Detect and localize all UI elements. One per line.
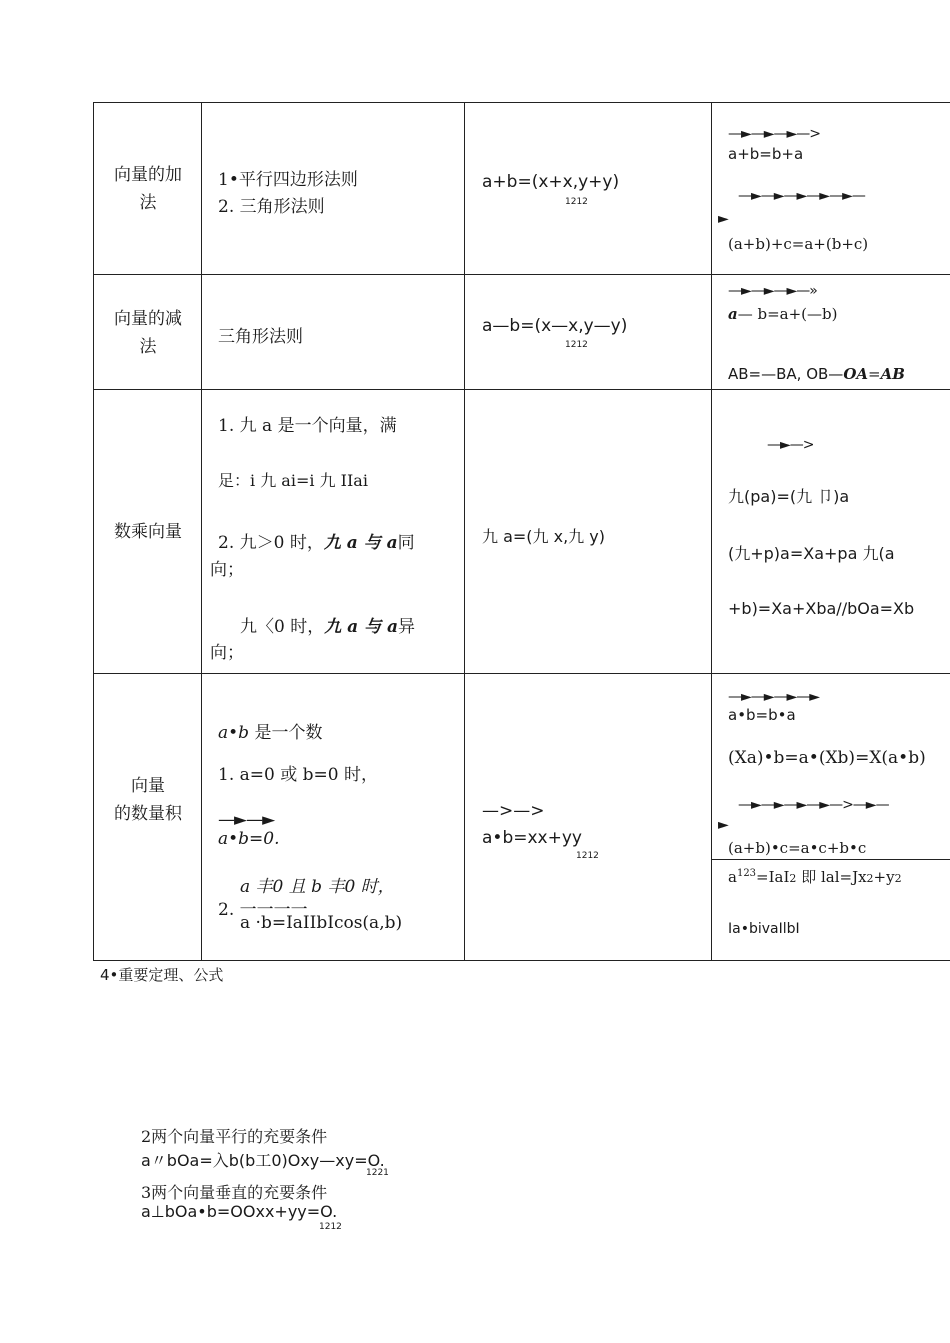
row-dot-rule-2: 1. a=0 或 b=0 时， [218,765,378,785]
law-small: 2 [866,872,874,885]
row-subtraction-law-1 [728,305,838,323]
row-scalar-category [94,518,202,546]
law-subdivider [711,859,950,860]
perpendicular-condition-title: 3两个向量垂直的充要条件 [141,1183,328,1202]
row-scalar-rule-3 [218,528,415,553]
rule-text: 九〈0 时， [240,617,325,637]
rule-text: 同 [397,533,415,553]
row-dot-category [94,772,202,828]
parallel-condition-formula: a〃bOa=入b(b工0)Oxy—xy=O. [141,1151,385,1170]
row-dot-law-arrows-2b: ► [718,817,728,833]
row-dot-coord-sub: 1212 [576,851,599,861]
parallel-condition-sub: 1221 [366,1168,389,1178]
table-border-top [93,102,950,103]
category-line: 法 [139,337,157,357]
row-scalar-rule-4 [240,612,415,637]
category-line: 向量的减 [114,309,182,329]
row-dot-law-magnitude [728,866,902,887]
row-scalar-law-1: 九(pa)=(九 卩)a [728,487,850,506]
row-scalar-law-3: +b)=Xa+Xba//bOa=Xb [728,599,915,618]
col-divider-3 [711,102,712,961]
row-dot-rule-3: a•b=0. [218,829,280,849]
row-dot-arrow-marks: —►—► [218,810,275,830]
vector-a: a [728,305,738,323]
row-dot-coord-arrows: —>—> [482,801,545,821]
section-heading-text: 4•重要定理、公式 [100,966,224,984]
row-addition-coord: a+b=(x+x,y+y) [482,172,620,192]
rule-text: 异 [398,617,416,637]
table-border-bottom [93,960,950,961]
row-dot-law-distributive: (a+b)•c=a•c+b•c [728,839,867,857]
row-addition-category [94,161,202,217]
law-small: 2 [789,872,797,885]
row-addition-law-associative: (a+b)+c=a+(b+c) [728,235,869,253]
vector-ab: AB [880,365,905,383]
row-addition-law-commutative: a+b=b+a [728,145,804,163]
category-line: 的数量积 [114,804,182,824]
law-text: AB=—BA, OB— [728,365,844,383]
row-dot-law-commutative: a•b=b•a [728,706,796,724]
row-addition-rule-2: 2. 三角形法则 [218,197,325,217]
row-addition-arrow-marks-2b: ► [718,211,728,227]
row-dot-coord: a•b=xx+yy [482,828,582,848]
law-sup: 123 [736,868,757,879]
row-scalar-rule-1: 1. 九 a 是一个向量，满 [218,416,397,436]
row-subtraction-arrow-marks: —►—►—►—» [728,283,817,299]
rule-emphasis: 九 a 与 a [323,533,398,553]
perpendicular-condition-sub: 1212 [319,1222,342,1232]
rule-text: 2. 九＞0 时， [218,533,324,553]
row-subtraction-law-2 [728,365,905,383]
vector-oa: OA [843,365,869,383]
row-scalar-law-2: (九+p)a=Xa+pa 九(a [728,544,895,563]
row-subtraction-coord: a—b=(x—x,y—y) [482,316,628,336]
row-dot-law-arrows-2: —►—►—►—►—>—►— [738,797,889,813]
row-divider-2 [93,389,950,390]
category-line: 数乘向量 [114,522,182,542]
row-subtraction-rule: 三角形法则 [218,327,303,347]
row-addition-rule-1: 1•平行四边形法则 [218,170,358,190]
law-small: 2 [894,872,902,885]
law-text: — b=a+(—b) [737,305,838,323]
law-text: +y [873,868,895,886]
row-addition-arrow-marks-1: —►—►—►—> [728,126,821,142]
row-dot-rule-5b: a ·b=IaIIbIcos(a,b) [240,913,403,933]
row-scalar-rule-2: 足：i 九 ai=i 九 IIai [218,471,368,490]
row-dot-law-arrows-1: —►—►—►—► [728,689,820,705]
rule-emphasis: a•b [218,723,250,743]
row-subtraction-coord-sub: 1212 [565,340,588,350]
row-divider-1 [93,274,950,275]
category-line: 向量 [131,776,165,796]
section-heading [100,964,223,985]
row-scalar-rule-4b: 向； [210,643,244,663]
row-dot-law-scalar: (Xa)•b=a•(Xb)=X(a•b) [728,748,926,768]
rule-text: 是一个数 [249,723,323,743]
row-dot-rule-1 [218,718,322,743]
parallel-condition-title: 2两个向量平行的充要条件 [141,1127,328,1146]
row-subtraction-category [94,305,202,361]
row-scalar-rule-3b: 向； [210,560,244,580]
law-text: =IaI [756,868,790,886]
col-divider-2 [464,102,465,961]
row-dot-law-inequality: Ia•bivaIlbI [728,921,800,937]
row-addition-arrow-marks-2: —►—►—►—►—►— [738,188,865,204]
category-line: 法 [139,193,157,213]
row-scalar-arrow-marks: —►—> [767,437,814,453]
law-text: a [728,868,737,886]
row-dot-rule-5a: 2. 一一一一 [218,900,308,920]
perpendicular-condition-formula: a⊥bOa•b=OOxx+yy=O. [141,1202,338,1221]
law-text: 即 lal=Jx [796,868,867,886]
category-line: 向量的加 [114,165,182,185]
rule-emphasis: 九 a 与 a [324,617,399,637]
row-addition-coord-sub: 1212 [565,197,588,207]
row-scalar-coord: 九 a=(九 x,九 y) [482,527,605,546]
row-dot-rule-4: a 丰0 且 b 丰0 时， [240,877,395,897]
row-divider-3 [93,673,950,674]
law-text: = [868,365,881,383]
